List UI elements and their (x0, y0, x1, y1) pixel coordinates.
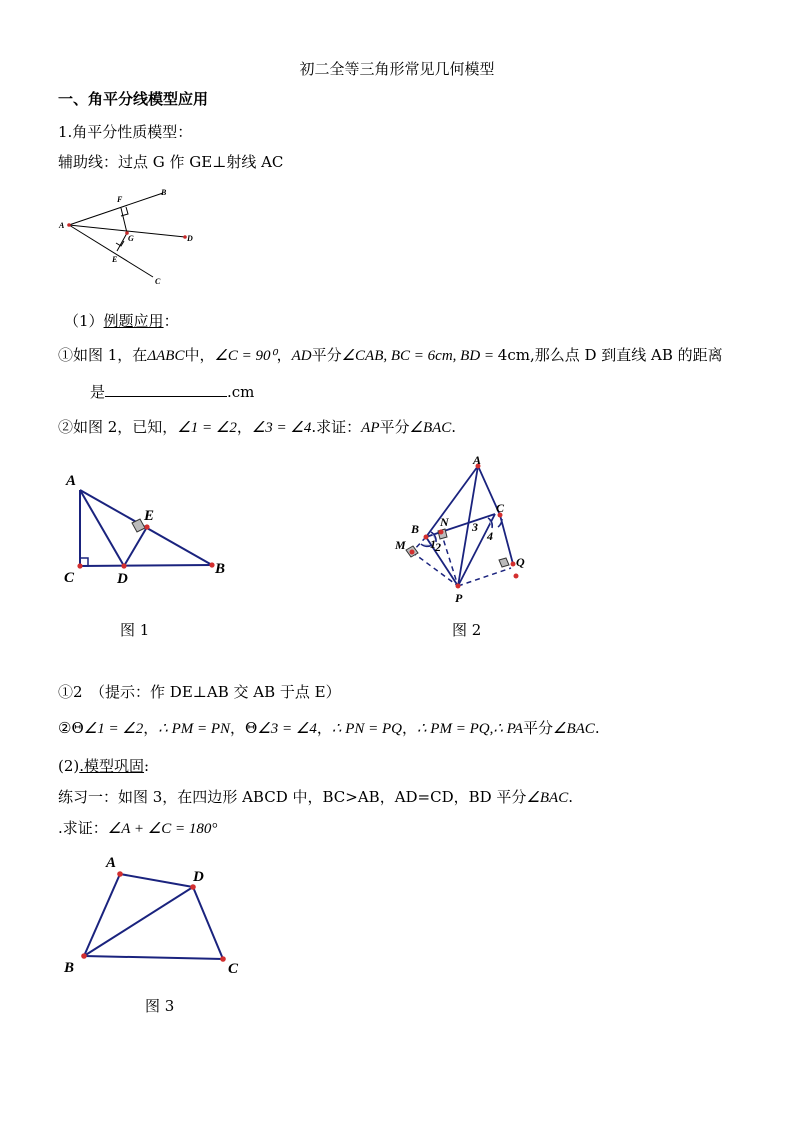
label-G: G (128, 234, 134, 243)
fig3-label-C: C (228, 961, 239, 977)
fig1-label-A: A (66, 473, 77, 489)
exercise-1-proof: .求证：∠A + ∠C = 180° (58, 819, 218, 837)
label-C: C (155, 277, 161, 286)
label-D: D (187, 234, 193, 243)
fig1-label-C: C (64, 570, 75, 586)
angle-bisector-figure (55, 185, 205, 290)
label-B: B (161, 188, 167, 197)
figure-1 (60, 468, 240, 588)
fig2-label-4: 4 (487, 529, 493, 543)
auxiliary-line-text: 辅助线：过点 G 作 GE⊥射线 AC (58, 153, 284, 171)
fig3-label-D: D (193, 869, 204, 885)
fig2-label-2: 2 (435, 540, 441, 554)
answer-1: ①2 （提示：作 DE⊥AB 交 AB 于点 E） (58, 683, 341, 701)
fig2-label-N: N (440, 515, 449, 529)
question-2: ②如图 2，已知，∠1 = ∠2，∠3 = ∠4.求证：AP平分∠BAC. (58, 418, 457, 436)
item-heading: 1.角平分性质模型： (58, 123, 193, 141)
fig2-label-Q: Q (516, 555, 525, 569)
page-title: 初二全等三角形常见几何模型 (299, 60, 495, 78)
label-A: A (59, 221, 65, 230)
question-1-blank-line: 是 .cm (90, 383, 255, 401)
figure-1-caption: 图 1 (120, 621, 150, 639)
fig2-label-3: 3 (472, 520, 478, 534)
subsection-2: (2).模型巩固: (58, 757, 150, 775)
subsection-1: （1）例题应用： (64, 312, 179, 330)
question-1: ①如图 1，在ΔABC中，∠C = 90⁰，AD平分∠CAB, BC = 6cm, BD = 4cm,那么点 D 到直线 AB 的距离 (58, 346, 723, 364)
fig2-label-C: C (496, 501, 505, 515)
answer-2: ②Θ∠1 = ∠2，∴ PM = PN，Θ∠3 = ∠4，∴ PN = PQ，∴ PM = PQ,∴ PA平分∠BAC. (58, 719, 600, 737)
fig2-label-B: B (411, 522, 420, 536)
fig2-label-M: M (395, 538, 406, 552)
figure-2-caption: 图 2 (452, 621, 482, 639)
exercise-1: 练习一：如图 3，在四边形 ABCD 中，BC>AB，AD=CD，BD 平分∠BAC. (58, 788, 573, 806)
fig3-label-A: A (106, 855, 117, 871)
figure-2 (388, 452, 538, 612)
fig2-label-P: P (455, 591, 463, 605)
label-E: E (112, 255, 118, 264)
section-heading: 一、角平分线模型应用 (58, 90, 209, 108)
figure-3-caption: 图 3 (145, 997, 175, 1015)
fig1-label-B: B (215, 561, 226, 577)
fig1-label-D: D (117, 571, 128, 587)
answer-blank[interactable] (105, 382, 227, 397)
label-F: F (117, 195, 123, 204)
fig1-label-E: E (144, 508, 155, 524)
fig2-label-A: A (473, 453, 482, 467)
figure-3 (58, 848, 258, 983)
fig2-label-1: 1 (430, 537, 436, 551)
fig3-label-B: B (64, 960, 75, 976)
